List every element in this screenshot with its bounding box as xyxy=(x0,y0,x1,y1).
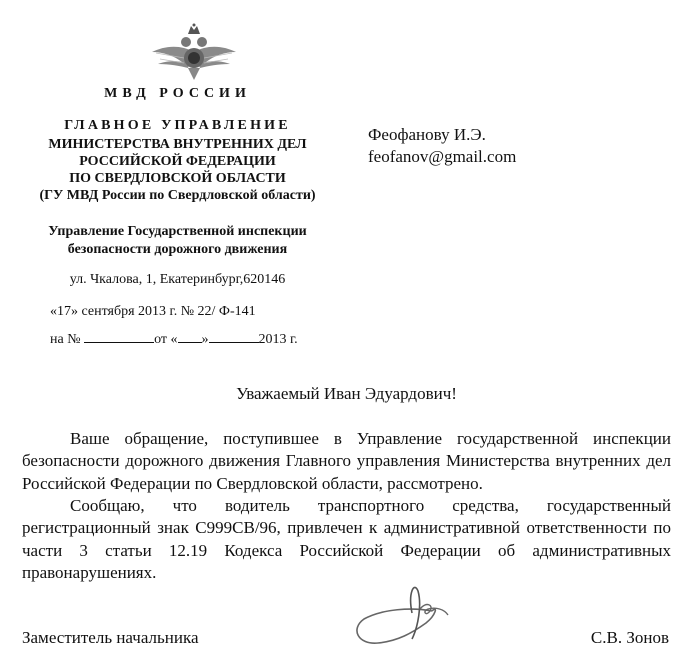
signatory-title: Заместитель начальника xyxy=(22,628,199,647)
outgoing-date-ref: «17» сентября 2013 г. № 22/ Ф-141 xyxy=(50,304,256,319)
agency-short-name: МВД РОССИИ xyxy=(104,86,251,101)
main-directorate-line-2: МИНИСТЕРСТВА ВНУТРЕННИХ ДЕЛ xyxy=(48,137,307,152)
main-directorate-line-1: ГЛАВНОЕ УПРАВЛЕНИЕ xyxy=(64,118,291,133)
reply-day-blank xyxy=(178,330,202,343)
reply-mid-quote: » xyxy=(201,332,209,347)
recipient-block xyxy=(368,124,516,168)
letter-paragraph-2: Сообщаю, что водитель транспортного средства, государственный регистрационный знак С999СВ/96, привлечен к административной ответственности по части 3 статьи 12.19 Кодекса Российской Федерации об административных правонарушениях. xyxy=(22,496,671,583)
handwritten-signature-icon xyxy=(352,583,462,653)
department-address: ул. Чкалова, 1, Екатеринбург,620146 xyxy=(69,272,286,287)
reply-number-blank xyxy=(84,330,154,343)
mvd-emblem-icon xyxy=(150,22,238,84)
reply-from-label: от « xyxy=(154,332,178,347)
signatory-name: С.В. Зонов xyxy=(590,628,669,647)
recipient-name: Феофанову И.Э. xyxy=(368,125,486,144)
letter-paragraph-1: Ваше обращение, поступившее в Управление государственной инспекции безопасности дорожного движения Главного управления Министерства внутренних дел Российской Федерации по Свердловской области, рассмотрено. xyxy=(22,429,671,493)
reply-reference-line xyxy=(50,330,298,348)
reply-month-blank xyxy=(209,330,259,343)
department-line-1: Управление Государственной инспекции xyxy=(48,224,307,239)
main-directorate-line-3: РОССИЙСКОЙ ФЕДЕРАЦИИ xyxy=(79,154,276,169)
reply-ref-prefix: на № xyxy=(50,332,81,347)
main-directorate-line-4: ПО СВЕРДЛОВСКОЙ ОБЛАСТИ xyxy=(69,171,286,186)
recipient-email: feofanov@gmail.com xyxy=(368,147,517,166)
greeting: Уважаемый Иван Эдуардович! xyxy=(236,384,457,403)
department-line-2: безопасности дорожного движения xyxy=(67,242,288,257)
main-directorate-abbr: (ГУ МВД России по Свердловской области) xyxy=(39,188,316,203)
reply-year: 2013 г. xyxy=(258,332,298,347)
